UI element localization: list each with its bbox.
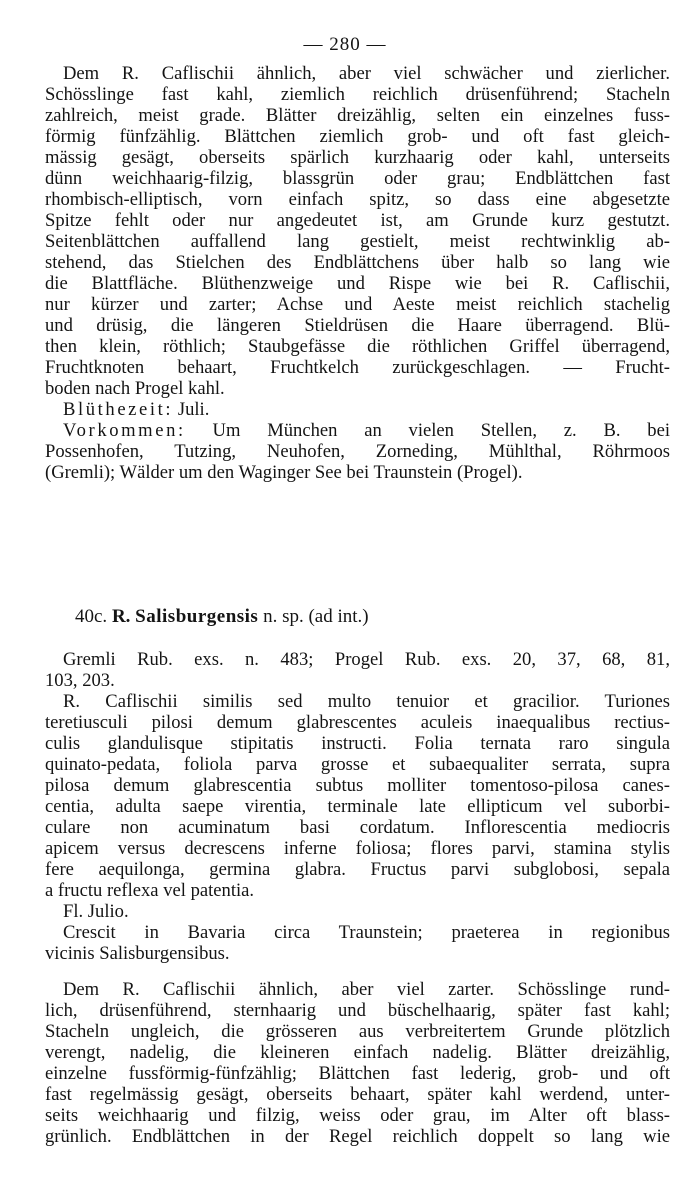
text-line: fere aequilonga, germina glabra. Fructus parvi subglobosi, sepala <box>45 859 670 880</box>
text-line: verengt, nadelig, die kleineren einfach nadelig. Blätter dreizählig, <box>45 1042 670 1063</box>
text-line: quinato-pedata, foliola parva grosse et subaequaliter serrata, supra <box>45 754 670 775</box>
flowering-time-value: Juli. <box>177 399 210 420</box>
occurrence-first-line <box>45 420 670 441</box>
exsiccatae <box>45 649 670 691</box>
text-line: (Gremli); Wälder um den Waginger See bei Traunstein (Progel). <box>45 462 523 483</box>
text-line: Dem R. Caflischii ähnlich, aber viel schwächer und zierlicher. <box>63 63 670 84</box>
text-line: einzelne fussförmig-fünfzählig; Blättchen fast lederig, grob- und oft <box>45 1063 670 1084</box>
species-heading <box>75 606 369 628</box>
text-line: Possenhofen, Tutzing, Neuhofen, Zorneding, Mühlthal, Röhrmoos <box>45 441 670 462</box>
text-line: stehend, das Stielchen des Endblättchens über halb so lang wie <box>45 252 670 273</box>
text-line: Dem R. Caflischii ähnlich, aber viel zarter. Schösslinge rund- <box>63 979 670 1000</box>
text-line: nur kürzer und zarter; Achse und Aeste meist reichlich stachelig <box>45 294 670 315</box>
text-line: R. Caflischii similis sed multo tenuior et gracilior. Turiones <box>63 691 670 712</box>
flowering-time-label: Blüthezeit: <box>63 399 174 420</box>
occurrence-label: Vorkommen: <box>63 420 186 441</box>
text-line: then klein, röthlich; Staubgefässe die röthlichen Griffel überragend, <box>45 336 670 357</box>
text-line: und drüsig, die längeren Stieldrüsen die Haare überragend. Blü- <box>45 315 670 336</box>
text-line: Stacheln ungleich, die grösseren aus verbreitertem Grunde plötzlich <box>45 1021 670 1042</box>
text-line: Gremli Rub. exs. n. 483; Progel Rub. exs. 20, 37, 68, 81, <box>63 649 670 670</box>
text-line: grünlich. Endblättchen in der Regel reichlich doppelt so lang wie <box>45 1126 670 1147</box>
text-line: Fruchtknoten behaart, Fruchtkelch zurückgeschlagen. — Frucht- <box>45 357 670 378</box>
text-line: dünn weichhaarig-filzig, blassgrün oder grau; Endblättchen fast <box>45 168 670 189</box>
flowering-latin: Fl. Julio. <box>63 901 129 922</box>
german-description-1 <box>45 63 670 483</box>
text-line: pilosa demum glabrescentia subtus molliter tomentoso-pilosa canes- <box>45 775 670 796</box>
text-line: culare non acuminatum basi cordatum. Inflorescentia mediocris <box>45 817 670 838</box>
text-line: boden nach Progel kahl. <box>45 378 225 399</box>
text-line: Crescit in Bavaria circa Traunstein; praeterea in regionibus <box>63 922 670 943</box>
page-number: — 280 — <box>303 34 387 55</box>
text-line: centia, adulta saepe virentia, terminale late ellipticum vel suborbi- <box>45 796 670 817</box>
species-number: 40c. <box>75 606 108 627</box>
text-line: culis glandulisque stipitatis instructi. Folia ternata raro singula <box>45 733 670 754</box>
text-line: seits weichhaarig und filzig, weiss oder grau, im Alter oft blass- <box>45 1105 670 1126</box>
text-line: die Blattfläche. Blüthenzweige und Rispe wie bei R. Caflischii, <box>45 273 670 294</box>
text-line: Spitze fehlt oder nur angedeutet ist, am Grunde kurz gestutzt. <box>45 210 670 231</box>
species-genus: R. <box>111 606 131 627</box>
text-line: lich, drüsenführend, sternhaarig und büschelhaarig, später fast kahl; <box>45 1000 670 1021</box>
text-line: teretiusculi pilosi demum glabrescentes aculeis inaequalibus rectius- <box>45 712 670 733</box>
text-line: vicinis Salisburgensibus. <box>45 943 230 964</box>
text-line: mässig gesägt, oberseits spärlich kurzhaarig oder kahl, unterseits <box>45 147 670 168</box>
text-line: Schösslinge fast kahl, ziemlich reichlich drüsenführend; Stacheln <box>45 84 670 105</box>
text-line: a fructu reflexa vel patentia. <box>45 880 255 901</box>
latin-description <box>45 691 670 964</box>
flowering-time <box>45 399 670 420</box>
german-description-2 <box>45 979 670 1147</box>
text-line: fast regelmässig gesägt, oberseits behaart, später kahl werdend, unter- <box>45 1084 670 1105</box>
text-line: apicem versus decrescens inferne foliosa; flores parvi, stamina stylis <box>45 838 670 859</box>
text-line: Seitenblättchen auffallend lang gestielt, meist rechtwinklig ab- <box>45 231 670 252</box>
text-line: rhombisch-elliptisch, vorn einfach spitz, so dass eine abgesetzte <box>45 189 670 210</box>
text-line: 103, 203. <box>45 670 115 691</box>
species-suffix: n. sp. (ad int.) <box>263 606 369 627</box>
text-line: zahlreich, meist grade. Blätter dreizählig, selten ein einzelnes fuss- <box>45 105 670 126</box>
occurrence-text: Um München an vielen Stellen, z. B. bei <box>212 420 671 441</box>
species-name: Salisburgensis <box>135 606 259 627</box>
text-line: förmig fünfzählig. Blättchen ziemlich grob- und oft fast gleich- <box>45 126 670 147</box>
